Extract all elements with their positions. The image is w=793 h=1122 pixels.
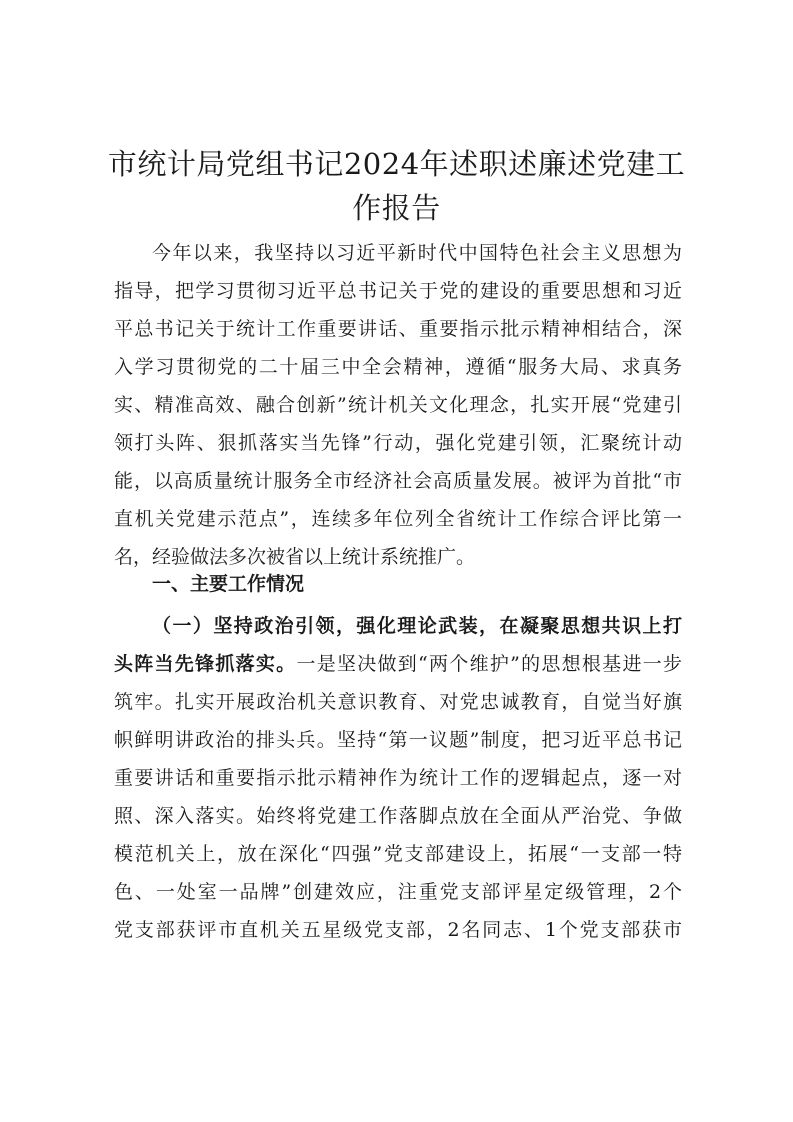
document-title-line-2: 作报告	[352, 191, 441, 225]
body-line: 重要讲话和重要指示批示精神作为统计工作的逻辑起点，逐一对	[114, 767, 682, 789]
intro-line: 名，经验做法多次被省以上统计系统推广。	[114, 546, 476, 568]
document-title-line-1: 市统计局党组书记2024年述职述廉述党建工	[107, 147, 686, 181]
body-line: 色、一处室一品牌”创建效应，注重党支部评星定级管理，2个	[114, 881, 682, 903]
body-line: 照、深入落实。始终将党建工作落脚点放在全面从严治党、争做	[114, 805, 682, 827]
subsection-heading-line	[152, 607, 682, 645]
subsection-line	[114, 645, 682, 683]
intro-line: 今年以来，我坚持以习近平新时代中国特色社会主义思想为	[152, 242, 682, 264]
intro-line: 指导，把学习贯彻习近平总书记关于党的建设的重要思想和习近	[114, 280, 682, 302]
body-line: 帜鲜明讲政治的排头兵。坚持“第一议题”制度，把习近平总书记	[114, 729, 682, 751]
body-line: 模范机关上，放在深化“四强”党支部建设上，拓展“一支部一特	[114, 843, 682, 865]
section-heading: 一、主要工作情况	[152, 573, 305, 595]
intro-line: 入学习贯彻党的二十届三中全会精神，遵循“服务大局、求真务	[114, 356, 682, 378]
subsection-heading-bold: （一）坚持政治引领，强化理论武装，在凝聚思想共识上打	[152, 615, 682, 637]
intro-line: 领打头阵、狠抓落实当先锋”行动，强化党建引领，汇聚统计动	[114, 432, 682, 454]
intro-line: 能，以高质量统计服务全市经济社会高质量发展。被评为首批“市	[114, 470, 682, 492]
intro-line: 平总书记关于统计工作重要讲话、重要指示批示精神相结合，深	[114, 318, 682, 340]
body-line: 筑牢。扎实开展政治机关意识教育、对党忠诚教育，自觉当好旗	[114, 691, 682, 713]
subsection-heading-bold-cont: 头阵当先锋抓落实。	[114, 653, 297, 675]
body-text-span: 一是坚决做到“两个维护”的思想根基进一步	[296, 653, 682, 675]
intro-line: 直机关党建示范点”，连续多年位列全省统计工作综合评比第一	[114, 508, 682, 530]
intro-line: 实、精准高效、融合创新”统计机关文化理念，扎实开展“党建引	[114, 394, 682, 416]
body-line: 党支部获评市直机关五星级党支部，2名同志、1个党支部获市	[114, 919, 682, 941]
